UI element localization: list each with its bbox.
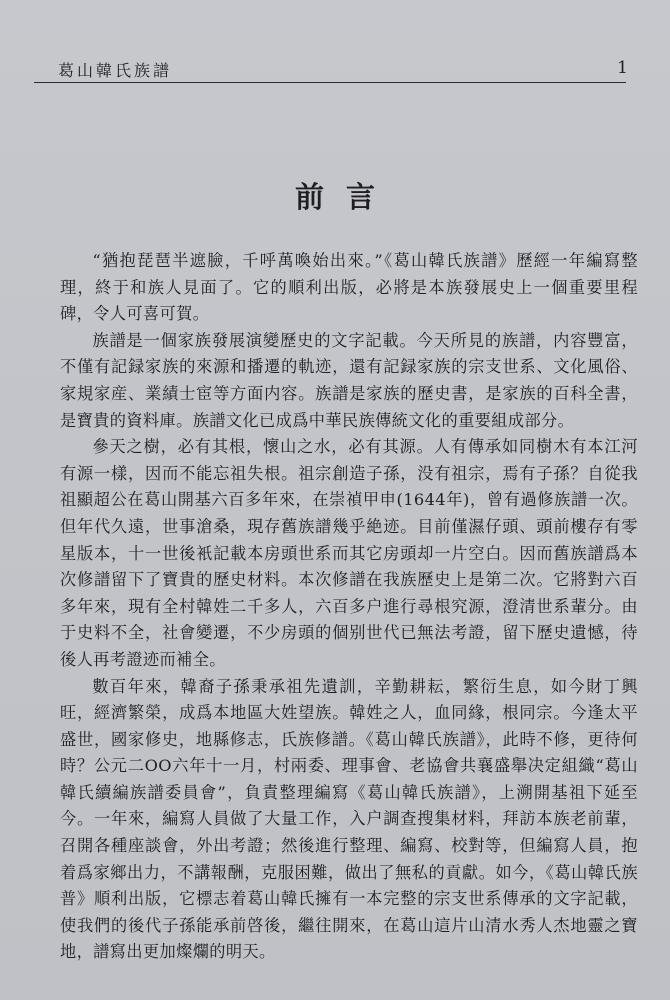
paragraph-1: “猶抱琵琶半遮臉，千呼萬喚始出來。”《葛山韓氏族譜》歷經一年編寫整理，終于和族人見面了。它的順利出版，必將是本族發展史上一個重要里程碑，令人可喜可賀。 bbox=[60, 251, 638, 324]
running-header bbox=[34, 54, 634, 84]
paragraph-2: 族譜是一個家族發展演變歷史的文字記載。今天所見的族譜，内容豐富，不僅有記録家族的來源和播遷的軌迹，還有記録家族的宗支世系、文化風俗、家規家産、業績士宦等方面内容。族譜是家族的歷史書，是家族的百科全書，是寶貴的資料庫。族譜文化已成爲中華民族傳統文化的重要組成部分。 bbox=[60, 330, 638, 430]
book-title: 葛山韓氏族譜 bbox=[58, 61, 173, 80]
page-number: 1 bbox=[617, 58, 628, 78]
paragraph-4: 數百年來，韓裔子孫秉承祖先遺訓，辛勤耕耘，繁衍生息，如今財丁興旺，經濟繁榮，成爲本地區大姓望族。韓姓之人，血同緣，根同宗。今逢太平盛世，國家修史，地縣修志，氏族修譜。《葛山韓氏族譜》，此時不修，更待何時？公元二OO六年十一月，村兩委、理事會、老協會共襄盛舉决定組織“葛山韓氏續編族譜委員會”，負責整理編寫《葛山韓氏族譜》，上溯開基祖下延至今。一年來，編寫人員做了大量工作，入户調查搜集材料，拜訪本族老前輩，召開各種座談會，外出考證；然後進行整理、編寫、校對等，但編寫人員，抱着爲家鄉出力，不講報酬，克服困難，做出了無私的貢獻。如今，《葛山韓氏族普》順利出版，它標志着葛山韓氏擁有一本完整的宗支世系傳承的文字記載，使我們的後代子孫能承前啓後，繼往開來，在葛山這片山清水秀人杰地靈之寶地，譜寫出更加燦爛的明天。 bbox=[60, 676, 638, 962]
paragraph-3: 參天之樹，必有其根，懷山之水，必有其源。人有傳承如同樹木有本江河有源一樣，因而不能忘祖失根。祖宗創造子孫，没有祖宗，焉有子孫？自從我祖顯超公在葛山開基六百多年來，在崇禎甲申(1644年)，曾有過修族譜一次。但年代久遠，世事滄桑，現存舊族譜幾乎絶迹。目前僅濕仔頭、頭前樓存有零星版本，十一世後衹記載本房頭世系而其它房頭却一片空白。因而舊族譜爲本次修譜留下了寶貴的歷史材料。本次修譜在我族歷史上是第二次。它將對六百多年來，現有全村韓姓二千多人，六百多户進行尋根究源，澄清世系輩分。由于史料不全，社會變遷，不少房頭的個别世代已無法考證，留下歷史遺憾，待後人再考證迹而補全。 bbox=[60, 437, 638, 669]
body-text bbox=[60, 248, 638, 966]
header-rule bbox=[34, 82, 626, 83]
chapter-title: 前言 bbox=[294, 180, 397, 214]
